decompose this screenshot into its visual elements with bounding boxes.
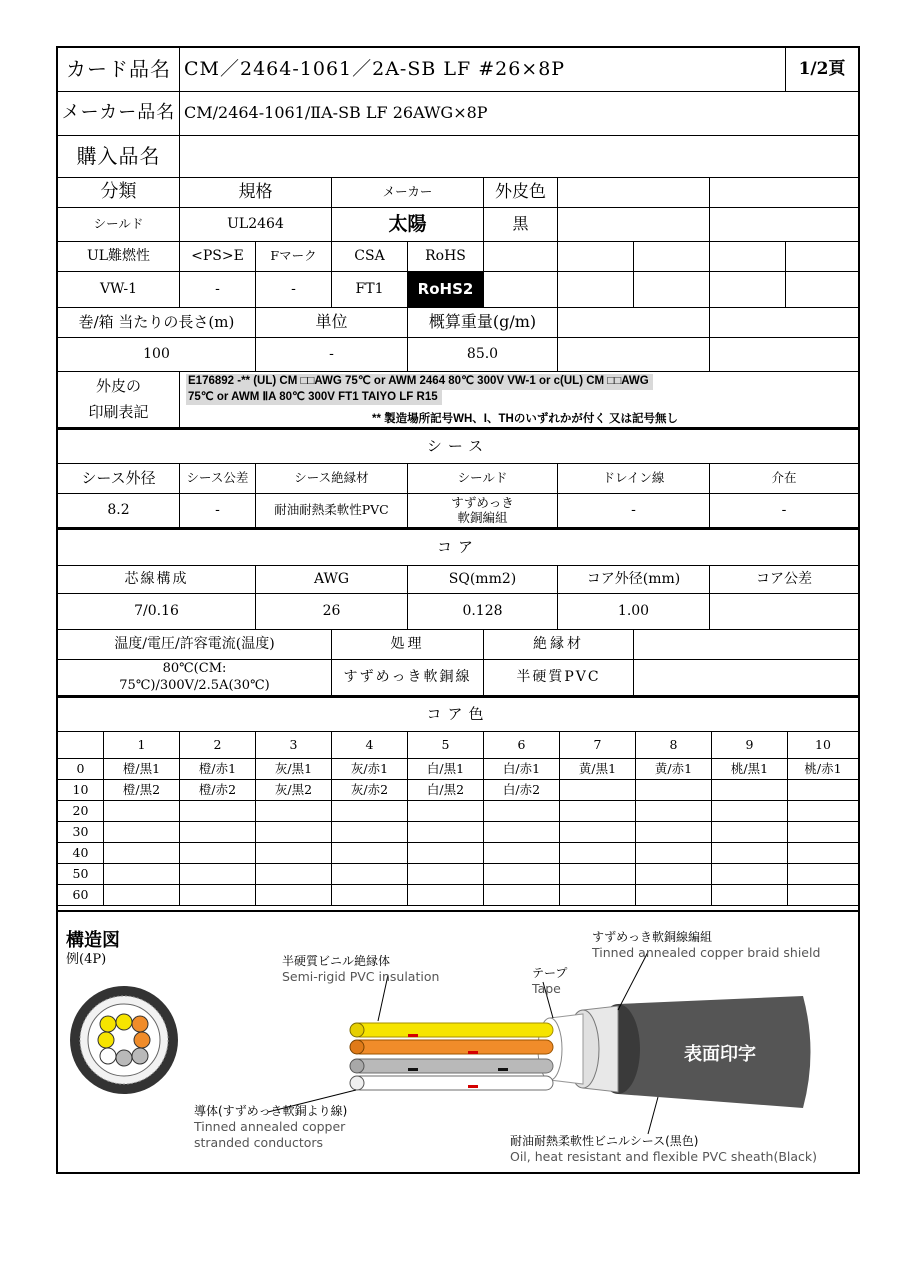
strand-value: 7/0.16 (58, 594, 256, 629)
blank-cell (634, 272, 710, 307)
temp-header: 温度/電圧/許容電流(温度) (58, 630, 332, 659)
core-color-cell (484, 801, 560, 821)
core-color-cell (332, 864, 408, 884)
sheath-tol-value: - (180, 494, 256, 527)
core-color-cell (408, 822, 484, 842)
length-header: 巻/箱 当たりの長さ(m) (58, 308, 256, 337)
surface-print-label: 表面印字 (684, 1044, 756, 1065)
classification-header: 分類 (58, 178, 180, 207)
core-color-cell (484, 864, 560, 884)
sheath-header-row (58, 464, 858, 494)
core-color-cell (484, 885, 560, 905)
awg-value: 26 (256, 594, 408, 629)
temp-value (58, 660, 332, 695)
blank-cell (634, 660, 858, 695)
braid-annotation: すずめっき軟銅線編組 Tinned annealed copper braid shield (592, 930, 821, 960)
blank-cell (710, 338, 858, 371)
sheath-value-row (58, 494, 858, 528)
core-color-cell (788, 864, 858, 884)
core-row-label: 20 (58, 801, 104, 821)
print-marking-value (180, 372, 858, 427)
blank-cell (634, 242, 710, 271)
sheath-insulation-value: 耐油耐熱柔軟性PVC (256, 494, 408, 527)
core-color-row (58, 759, 858, 780)
core-color-cell (180, 822, 256, 842)
core-color-row (58, 780, 858, 801)
core-column-header: 1 (104, 732, 180, 758)
core-color-cell (408, 885, 484, 905)
core-color-row (58, 843, 858, 864)
core-row-label: 10 (58, 780, 104, 800)
blank-cell (484, 242, 558, 271)
length-value-row (58, 338, 858, 372)
core-color-cell: 灰/赤1 (332, 759, 408, 779)
weight-header: 概算重量(g/m) (408, 308, 558, 337)
blank-cell (558, 178, 710, 207)
core-color-cell: 橙/黒2 (104, 780, 180, 800)
print-line-1: E176892 -** (UL) CM □□AWG 75℃ or AWM 2464 80℃ 300V VW-1 or c(UL) CM □□AWG (186, 374, 653, 390)
core-color-cell (712, 780, 788, 800)
core-color-cell (256, 801, 332, 821)
core-column-header: 10 (815, 736, 831, 752)
core-column-header: 9 (712, 732, 788, 758)
blank-cell (710, 208, 858, 241)
core-color-cell (712, 801, 788, 821)
core-row-label: 0 (58, 759, 104, 779)
print-label-line2: 印刷表記 (88, 402, 149, 421)
core-color-cell (484, 822, 560, 842)
core-color-cell (332, 801, 408, 821)
core-color-cell (256, 885, 332, 905)
core-header-row (58, 566, 858, 594)
core-color-cell (180, 801, 256, 821)
sheath-annotation: 耐油耐熱柔軟性ビニルシース(黒色) Oil, heat resistant and flexible PVC sheath(Black) (510, 1134, 818, 1164)
blank-cell (786, 242, 858, 271)
core-color-cell: 橙/赤1 (180, 759, 256, 779)
blank-cell (558, 208, 710, 241)
core-value-row (58, 594, 858, 630)
insulation-value: 半硬質PVC (484, 660, 634, 695)
core-color-cell (180, 843, 256, 863)
pse-header: <PS>E (180, 242, 256, 271)
shield-value-line1: すずめっき (451, 495, 514, 511)
sheath-insulation-header: シース絶縁材 (256, 464, 408, 493)
temp-value-row (58, 660, 858, 696)
core-color-row (58, 822, 858, 843)
core-color-cell: 灰/黒1 (256, 759, 332, 779)
core-color-cell (788, 822, 858, 842)
ul-flame-header: UL難燃性 (58, 242, 180, 271)
treatment-value: すずめっき軟銅線 (332, 660, 484, 695)
structure-example: 例(4P) (66, 952, 107, 967)
shield-value (408, 494, 558, 527)
structure-title: 構造図 (66, 930, 120, 951)
sq-value: 0.128 (408, 594, 558, 629)
core-od-value: 1.00 (558, 594, 710, 629)
core-color-cell (560, 864, 636, 884)
core-color-cell (104, 822, 180, 842)
maker-header: メーカー (332, 178, 484, 207)
purchase-row (58, 136, 858, 178)
core-color-cell (256, 864, 332, 884)
core-color-cell (560, 780, 636, 800)
core-color-cell (332, 822, 408, 842)
card-value: CM／2464-1061／2A-SB LF #26×8P (180, 48, 786, 91)
core-color-cell (560, 801, 636, 821)
blank-cell (558, 272, 634, 307)
sheath-section-row (58, 428, 858, 464)
core-color-cell (636, 801, 712, 821)
core-row-label: 60 (58, 885, 104, 905)
core-color-cell: 橙/黒1 (104, 759, 180, 779)
cross-section (70, 986, 178, 1094)
print-marking-label (58, 372, 180, 427)
drain-value: - (558, 494, 710, 527)
unit-header: 単位 (256, 308, 408, 337)
core-color-cell (636, 843, 712, 863)
core-color-cell (408, 843, 484, 863)
rohs-badge: RoHS2 (408, 272, 484, 307)
core-color-cell (180, 885, 256, 905)
strand-header: 芯線構成 (58, 566, 256, 593)
core-color-cell (636, 822, 712, 842)
core-color-cell: 黄/赤1 (636, 759, 712, 779)
core-color-cell (788, 885, 858, 905)
core-color-cell: 白/黒1 (408, 759, 484, 779)
print-label-line1: 外皮の (95, 377, 141, 395)
core-column-header: 7 (560, 732, 636, 758)
core-color-cell (408, 864, 484, 884)
core-color-cell: 灰/黒2 (256, 780, 332, 800)
core-color-cell: 白/黒2 (408, 780, 484, 800)
blank-cell (710, 242, 786, 271)
shield-value-line2: 軟銅編組 (457, 509, 508, 525)
corner-cell (58, 732, 104, 758)
tape-annotation: テープ Tape (532, 966, 568, 996)
core-od-header: コア外径(mm) (558, 566, 710, 593)
length-value: 100 (58, 338, 256, 371)
treatment-header: 処理 (332, 630, 484, 659)
core-column-header: 6 (484, 732, 560, 758)
core-color-cell (788, 780, 858, 800)
blank-cell (558, 242, 634, 271)
core-color-header-row (58, 732, 858, 759)
unit-value: - (256, 338, 408, 371)
page-number: 1/2頁 (798, 58, 846, 79)
core-color-cell (332, 843, 408, 863)
blank-cell (558, 338, 710, 371)
drain-header: ドレイン線 (558, 464, 710, 493)
print-marking-row (58, 372, 858, 428)
core-color-cell (180, 864, 256, 884)
core-tol-value (710, 594, 858, 629)
core-color-cell (636, 885, 712, 905)
core-section-title: コア (436, 537, 479, 556)
core-color-cell (636, 864, 712, 884)
temp-value-line2: 75℃)/300V/2.5A(30℃) (119, 677, 270, 693)
core-section-row (58, 528, 858, 566)
length-header-row (58, 308, 858, 338)
f-mark-value: - (256, 272, 332, 307)
pse-value: - (180, 272, 256, 307)
filler-header: 介在 (771, 470, 797, 486)
standard-header: 規格 (180, 178, 332, 207)
core-color-row (58, 801, 858, 822)
core-color-cell (256, 843, 332, 863)
shield-header: シールド (408, 464, 558, 493)
approval-header-row (58, 242, 858, 272)
core-color-cell (712, 864, 788, 884)
filler-value: - (781, 502, 787, 519)
card-label: カード品名 (58, 48, 180, 91)
maker-label: メーカー品名 (58, 92, 180, 135)
core-color-cell (788, 801, 858, 821)
print-marking-text (180, 372, 653, 405)
core-color-cell: 白/赤1 (484, 759, 560, 779)
core-color-cell (332, 885, 408, 905)
rohs-header: RoHS (408, 242, 484, 271)
maker-value-cell: 太陽 (332, 208, 484, 241)
core-column-header: 2 (180, 732, 256, 758)
core-row-label: 40 (58, 843, 104, 863)
core-tol-header: コア公差 (756, 571, 812, 588)
core-color-cell (560, 885, 636, 905)
temp-value-line1: 80℃(CM: (162, 661, 227, 677)
classification-value-row (58, 208, 858, 242)
classification-header-row (58, 178, 858, 208)
core-color-cell (484, 843, 560, 863)
core-color-cell: 黄/黒1 (560, 759, 636, 779)
standard-value: UL2464 (180, 208, 332, 241)
core-color-cell (712, 843, 788, 863)
core-color-cell (104, 885, 180, 905)
blank-cell (710, 178, 858, 207)
blank-cell (786, 272, 858, 307)
core-color-cell (408, 801, 484, 821)
print-marking-note: ** 製造場所記号WH、I、THのいずれかが付く 又は記号無し (372, 412, 679, 425)
sheath-od-value: 8.2 (58, 494, 180, 527)
card-row (58, 48, 858, 92)
temp-header-row (58, 630, 858, 660)
core-column-header: 4 (332, 732, 408, 758)
core-row-label: 50 (58, 864, 104, 884)
spec-sheet (56, 46, 860, 1174)
csa-value: FT1 (332, 272, 408, 307)
core-color-row (58, 885, 858, 906)
blank-cell (710, 308, 858, 337)
core-color-cell: 灰/赤2 (332, 780, 408, 800)
blank-cell (710, 272, 786, 307)
weight-value: 85.0 (408, 338, 558, 371)
core-color-cell (560, 822, 636, 842)
core-color-cell (104, 801, 180, 821)
approval-value-row (58, 272, 858, 308)
ul-flame-value: VW-1 (58, 272, 180, 307)
core-color-cell (636, 780, 712, 800)
sq-header: SQ(mm2) (408, 566, 558, 593)
core-color-cell (256, 822, 332, 842)
purchase-label: 購入品名 (58, 136, 180, 177)
jacket-color-header: 外皮色 (484, 178, 558, 207)
core-color-cell (712, 885, 788, 905)
core-color-cell (712, 822, 788, 842)
core-row-label: 30 (58, 822, 104, 842)
structure-diagram (58, 910, 858, 1174)
f-mark-header: Fマーク (256, 242, 332, 271)
core-color-cell (560, 843, 636, 863)
insulation-annotation: 半硬質ビニル絶縁体 Semi-rigid PVC insulation (282, 954, 440, 984)
core-color-cell (104, 843, 180, 863)
core-color-section-title: コア色 (426, 704, 490, 723)
print-line-2: 75℃ or AWM ⅡA 80℃ 300V FT1 TAIYO LF R15 (186, 390, 442, 406)
classification-value: シールド (58, 208, 180, 241)
awg-header: AWG (256, 566, 408, 593)
sheath-section-title: シース (426, 436, 490, 455)
core-color-cell: 橙/赤2 (180, 780, 256, 800)
core-color-section-row (58, 696, 858, 732)
core-color-cell (104, 864, 180, 884)
core-column-header: 5 (408, 732, 484, 758)
insulation-header: 絶縁材 (484, 630, 634, 659)
blank-cell (484, 272, 558, 307)
core-color-cell: 桃/赤1 (804, 760, 842, 776)
conductor-annotation: 導体(すずめっき軟銅より線) Tinned annealed copper stranded conductors (194, 1104, 348, 1150)
csa-header: CSA (332, 242, 408, 271)
purchase-value (180, 136, 858, 177)
core-column-header: 8 (636, 732, 712, 758)
core-color-cell: 白/赤2 (484, 780, 560, 800)
blank-cell (634, 630, 858, 659)
blank-cell (558, 308, 710, 337)
maker-row (58, 92, 858, 136)
core-color-row (58, 864, 858, 885)
jacket-color-value: 黒 (484, 208, 558, 241)
core-column-header: 3 (256, 732, 332, 758)
sheath-tol-header: シース公差 (180, 464, 256, 493)
core-color-cell: 桃/黒1 (712, 759, 788, 779)
sheath-od-header: シース外径 (58, 464, 180, 493)
maker-value: CM/2464-1061/ⅡA-SB LF 26AWG×8P (184, 103, 488, 123)
core-color-cell (788, 843, 858, 863)
